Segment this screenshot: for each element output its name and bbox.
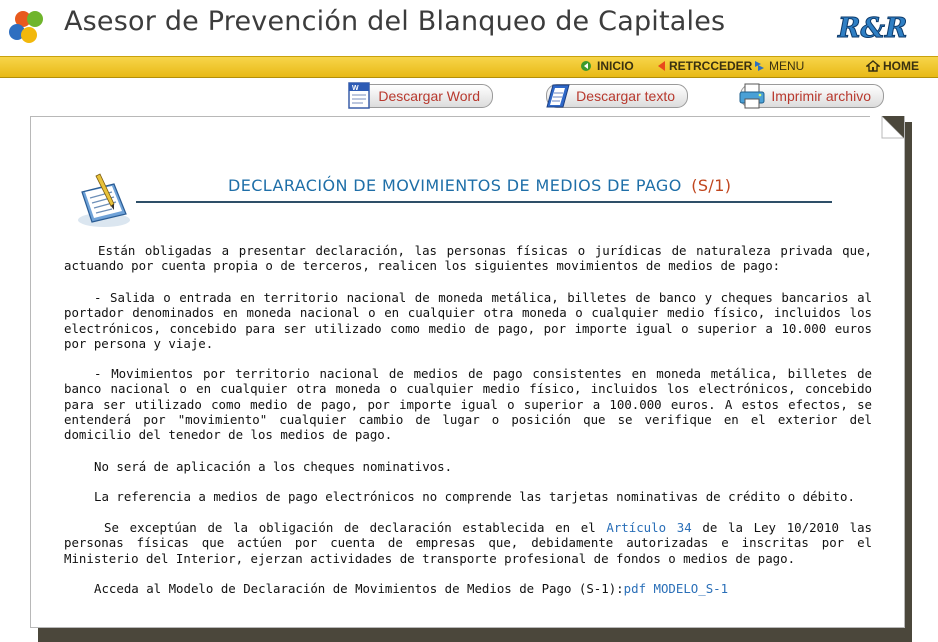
paragraph-movimientos: - Movimientos por territorio nacional de medios de pago consistentes en moneda metálica, billetes de banco nacional o en cualquier otra moneda o cualquier medio físico, incluidos los electrónicos, concebido para ser utilizado como medio de pago, por importe igual o superior a 100.000 euros. A estos efectos, se entenderá por "movimiento" cualquier cambio de lugar o posición que se verifique en el exterior del domicilio del tenedor de los medios de pago. bbox=[64, 366, 872, 443]
modelo-s1-link[interactable]: pdf MODELO_S-1 bbox=[623, 581, 729, 596]
nav-menu[interactable] bbox=[754, 59, 804, 73]
document-pen-icon bbox=[74, 170, 136, 230]
app-logo-icon bbox=[5, 8, 63, 46]
printer-icon bbox=[737, 81, 767, 111]
house-icon bbox=[866, 60, 880, 72]
paragraph-intro: Están obligadas a presentar declaración, las personas físicas o jurídicas de naturaleza privada que, actuando por cuenta propia o de terceros, realicen los siguientes movimientos de medios de pago: bbox=[64, 243, 872, 274]
svg-text:W: W bbox=[352, 85, 359, 92]
paragraph-cheques: No será de aplicación a los cheques nominativos. bbox=[94, 459, 453, 474]
nav-home-label: HOME bbox=[883, 59, 919, 73]
text-document-icon bbox=[543, 81, 573, 111]
paragraph-modelo bbox=[64, 581, 872, 596]
section-title bbox=[228, 176, 731, 195]
word-document-icon bbox=[346, 81, 374, 111]
nav-inicio[interactable] bbox=[580, 59, 634, 73]
page-fold-corner bbox=[870, 116, 904, 150]
modelo-text: Acceda al Modelo de Declaración de Movimientos de Medios de Pago (S-1): bbox=[94, 581, 624, 596]
download-text-button[interactable] bbox=[546, 84, 688, 108]
download-word-label: Descargar Word bbox=[378, 88, 480, 104]
paragraph-tarjetas: La referencia a medios de pago electrónicos no comprende las tarjetas nominativas de crédito o débito. bbox=[94, 489, 855, 504]
articulo-34-link[interactable]: Artículo 34 bbox=[606, 520, 692, 535]
app-header bbox=[0, 0, 938, 56]
paragraph-excepcion bbox=[64, 520, 872, 566]
nav-menu-label: MENU bbox=[769, 59, 805, 73]
excepcion-text-before: Se exceptúan de la obligación de declaración establecida en el bbox=[104, 520, 607, 535]
nav-retroceder-label: RETRCCEDER bbox=[669, 59, 753, 73]
excepcion-text-after: de la Ley 10/2010 las personas físicas que actúen por cuenta de empresas que, debidamente autorizadas e inscritas por el Ministerio del Interior, ejerzan actividades de transporte profesional de fondos o medios de pago. bbox=[64, 520, 873, 566]
download-word-button[interactable] bbox=[349, 84, 493, 108]
green-circle-icon bbox=[580, 60, 594, 72]
brand-logo-text: R&R bbox=[838, 13, 908, 44]
back-arrow-icon bbox=[656, 60, 666, 72]
nav-inicio-label: INICIO bbox=[597, 59, 634, 73]
top-navbar bbox=[0, 56, 938, 78]
nav-home[interactable] bbox=[866, 59, 919, 73]
section-title-text: DECLARACIÓN DE MOVIMIENTOS DE MEDIOS DE PAGO bbox=[228, 176, 682, 195]
menu-arrows-icon bbox=[754, 60, 766, 72]
download-text-label: Descargar texto bbox=[576, 88, 675, 104]
section-code: (S/1) bbox=[691, 176, 732, 195]
brand-logo-icon bbox=[836, 8, 908, 46]
print-file-button[interactable] bbox=[740, 84, 884, 108]
print-file-label: Imprimir archivo bbox=[771, 88, 871, 104]
app-title: Asesor de Prevención del Blanqueo de Capitales bbox=[64, 6, 726, 37]
section-divider bbox=[136, 201, 832, 203]
paragraph-salida-entrada: - Salida o entrada en territorio nacional de moneda metálica, billetes de banco y cheques bancarios al portador denominados en moneda nacional o en cualquier otra moneda o cualquier medio físico, incluidos los electrónicos, concebido para ser utilizado como medio de pago, por importe igual o superior a 10.000 euros por persona y viaje. bbox=[64, 290, 872, 351]
nav-retroceder[interactable] bbox=[656, 59, 752, 73]
